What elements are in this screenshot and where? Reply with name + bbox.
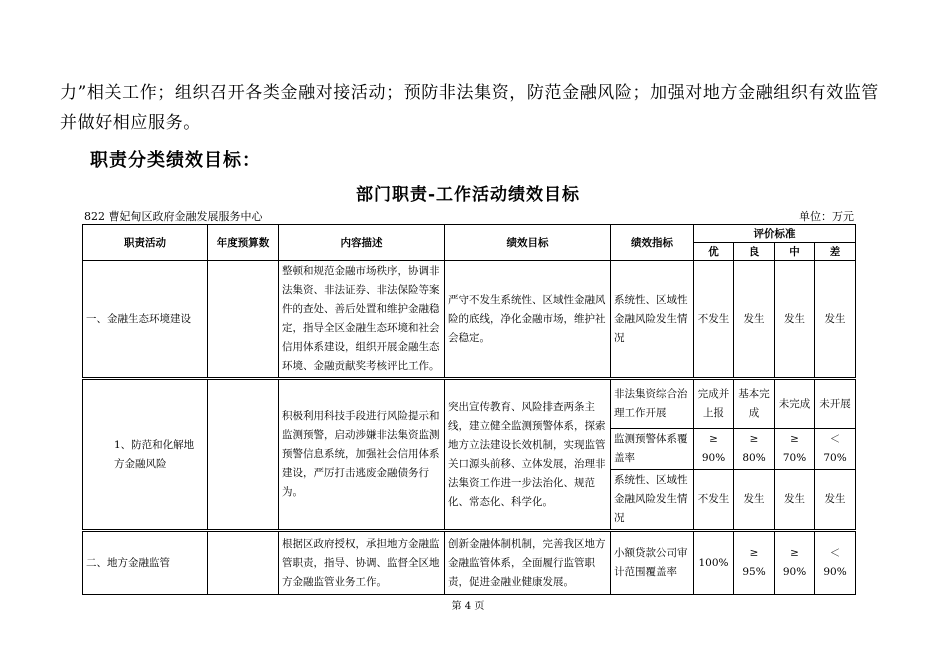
activity-cell: 1、防范和化解地方金融风险 — [83, 379, 208, 531]
table-row — [83, 531, 856, 595]
goal-cell: 严守不发生系统性、区域性金融风险的底线，净化金融市场，维护社会稳定。 — [445, 261, 611, 379]
unit-label: 单位：万元 — [799, 210, 854, 223]
budget-cell — [208, 261, 279, 379]
activity-cell: 二、地方金融监管 — [83, 531, 208, 595]
criteria-good: 基本完成 — [734, 379, 775, 429]
criteria-medium: ≥ 90% — [775, 531, 815, 595]
criteria-poor: 发生 — [815, 261, 856, 379]
header-indicator: 绩效指标 — [611, 225, 694, 261]
criteria-good: 发生 — [734, 261, 775, 379]
intro-line-1: 力”相关工作；组织召开各类金融对接活动；预防非法集资，防范金融风险；加强对地方金融组织有效监管 — [60, 83, 879, 103]
table-row — [83, 261, 856, 379]
header-good: 良 — [734, 243, 775, 261]
criteria-poor: 发生 — [815, 470, 856, 531]
criteria-excellent: 不发生 — [694, 261, 734, 379]
indicator-cell: 小额贷款公司审计范围覆盖率 — [611, 531, 694, 595]
criteria-excellent: 不发生 — [694, 470, 734, 531]
criteria-medium: 发生 — [775, 261, 815, 379]
criteria-good: ≥ 80% — [734, 429, 775, 470]
indicator-cell: 监测预警体系覆盖率 — [611, 429, 694, 470]
section-heading: 职责分类绩效目标： — [90, 150, 261, 171]
header-excellent: 优 — [694, 243, 734, 261]
budget-cell — [208, 531, 279, 595]
header-medium: 中 — [775, 243, 815, 261]
intro-paragraph — [60, 78, 890, 138]
criteria-excellent: 100% — [694, 531, 734, 595]
header-criteria: 评价标准 — [694, 225, 856, 243]
indicator-cell: 非法集资综合治理工作开展 — [611, 379, 694, 429]
criteria-good: ≥ 95% — [734, 531, 775, 595]
org-name: 822 曹妃甸区政府金融发展服务中心 — [84, 210, 263, 223]
activity-cell: 一、金融生态环境建设 — [83, 261, 208, 379]
header-poor: 差 — [815, 243, 856, 261]
criteria-excellent: ≥ 90% — [694, 429, 734, 470]
content-cell: 积极利用科技手段进行风险提示和监测预警，启动涉嫌非法集资监测预警信息系统，加强社会信用体系建设，严厉打击逃废金融债务行为。 — [279, 379, 445, 531]
indicator-cell: 系统性、区域性金融风险发生情况 — [611, 261, 694, 379]
criteria-medium: ≥ 70% — [775, 429, 815, 470]
goal-cell: 突出宣传教育、风险排查两条主线，建立健全监测预警体系，探索地方立法建设长效机制，实现监管关口源头前移、立体发展，治理非法集资工作进一步法治化、规范化、常态化、科学化。 — [445, 379, 611, 531]
header-budget: 年度预算数 — [208, 225, 279, 261]
header-activity: 职责活动 — [83, 225, 208, 261]
content-cell: 根据区政府授权，承担地方金融监管职责，指导、协调、监督全区地方金融监管业务工作。 — [279, 531, 445, 595]
goal-cell: 创新金融体制机制，完善我区地方金融监管体系，全面履行监管职责，促进金融业健康发展。 — [445, 531, 611, 595]
content-cell: 整顿和规范金融市场秩序，协调非法集资、非法证券、非法保险等案件的查处、善后处置和维护金融稳定，指导全区金融生态环境和社会信用体系建设，组织开展金融生态环境、金融贡献奖考核评比工作。 — [279, 261, 445, 379]
budget-cell — [208, 379, 279, 531]
performance-table — [82, 224, 856, 595]
header-goal: 绩效目标 — [445, 225, 611, 261]
criteria-poor: ＜ 90% — [815, 531, 856, 595]
table-row — [83, 379, 856, 429]
criteria-good: 发生 — [734, 470, 775, 531]
page-number: 第 4 页 — [451, 601, 485, 612]
intro-line-2: 并做好相应服务。 — [60, 113, 201, 133]
criteria-poor: 未开展 — [815, 379, 856, 429]
indicator-cell: 系统性、区域性金融风险发生情况 — [611, 470, 694, 531]
header-content: 内容描述 — [279, 225, 445, 261]
criteria-medium: 未完成 — [775, 379, 815, 429]
criteria-poor: ＜ 70% — [815, 429, 856, 470]
criteria-excellent: 完成并上报 — [694, 379, 734, 429]
table-title: 部门职责-工作活动绩效目标 — [355, 185, 581, 205]
criteria-medium: 发生 — [775, 470, 815, 531]
